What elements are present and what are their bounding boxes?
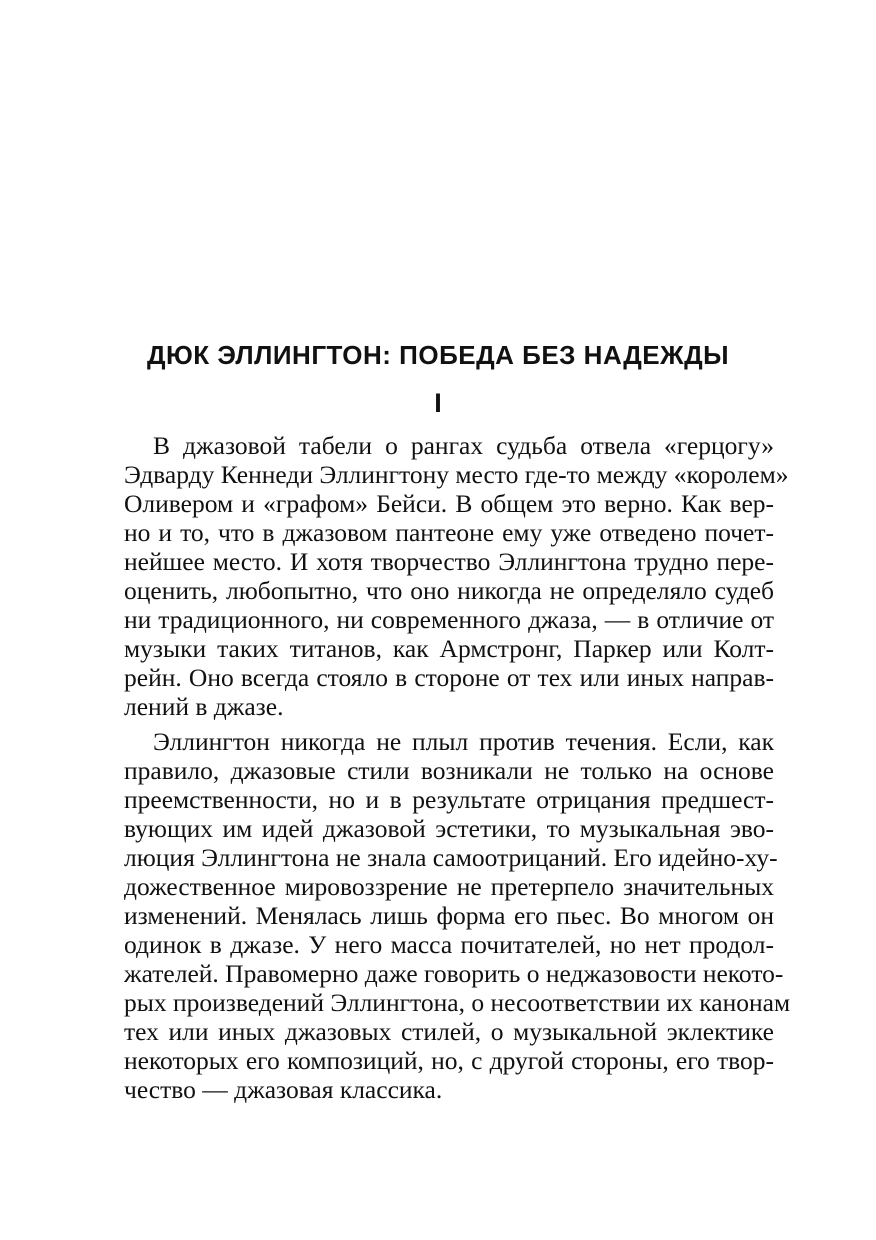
- paragraph-2-line-5: люция Эллингтона не знала самоотрицаний. Его идейно-ху-: [124, 843, 778, 872]
- paragraph-1-line-5: нейшее место. И хотя творчество Эллингтона трудно пере-: [124, 547, 774, 576]
- paragraph-2-line-2: правило, джазовые стили возникали не только на основе: [124, 756, 774, 785]
- paragraph-1-line-10: лений в джазе.: [124, 692, 284, 721]
- paragraph-2-line-6: дожественное мировоззрение не претерпело значительных: [124, 872, 774, 901]
- paragraph-1-line-7: ни традиционного, ни современного джаза, — в отличие от: [124, 605, 774, 634]
- section-numeral: I: [434, 388, 442, 418]
- paragraph-1-line-9: рейн. Оно всегда стояло в стороне от тех или иных направ-: [124, 663, 774, 692]
- paragraph-2-line-11: тех или иных джазовых стилей, о музыкальной эклектике: [124, 1017, 774, 1046]
- paragraph-2-line-3: преемственности, но и в результате отрицания предшест-: [124, 785, 774, 814]
- paragraph-1-line-3: Оливером и «графом» Бейси. В общем это верно. Как вер-: [124, 489, 774, 518]
- paragraph-2-line-10: рых произведений Эллингтона, о несоответствии их канонам: [124, 988, 791, 1017]
- paragraph-2-line-12: некоторых его композиций, но, с другой стороны, его твор-: [124, 1046, 774, 1075]
- paragraph-1-line-4: но и то, что в джазовом пантеоне ему уже отведено почет-: [124, 518, 774, 547]
- paragraph-2-line-9: жателей. Правомерно даже говорить о неджазовости некото-: [124, 959, 784, 988]
- paragraph-2-line-7: изменений. Менялась лишь форма его пьес. Во многом он: [124, 901, 774, 930]
- chapter-title: ДЮК ЭЛЛИНГТОН: ПОБЕДА БЕЗ НАДЕЖДЫ: [146, 340, 730, 370]
- paragraph-2-line-8: одинок в джазе. У него масса почитателей, но нет продол-: [124, 930, 774, 959]
- paragraph-1-line-2: Эдварду Кеннеди Эллингтону место где-то между «королем»: [124, 460, 789, 489]
- paragraph-1-line-6: оценить, любопытно, что оно никогда не определяло судеб: [124, 576, 774, 605]
- paragraph-1-line-1: В джазовой табели о рангах судьба отвела «герцогу»: [153, 431, 774, 460]
- paragraph-2-line-4: вующих им идей джазовой эстетики, то музыкальная эво-: [124, 814, 774, 843]
- paragraph-1-line-8: музыки таких титанов, как Армстронг, Паркер или Колт-: [124, 634, 774, 663]
- paragraph-2-line-1: Эллингтон никогда не плыл против течения. Если, как: [153, 727, 774, 756]
- paragraph-2-line-13: чество — джазовая классика.: [124, 1075, 443, 1104]
